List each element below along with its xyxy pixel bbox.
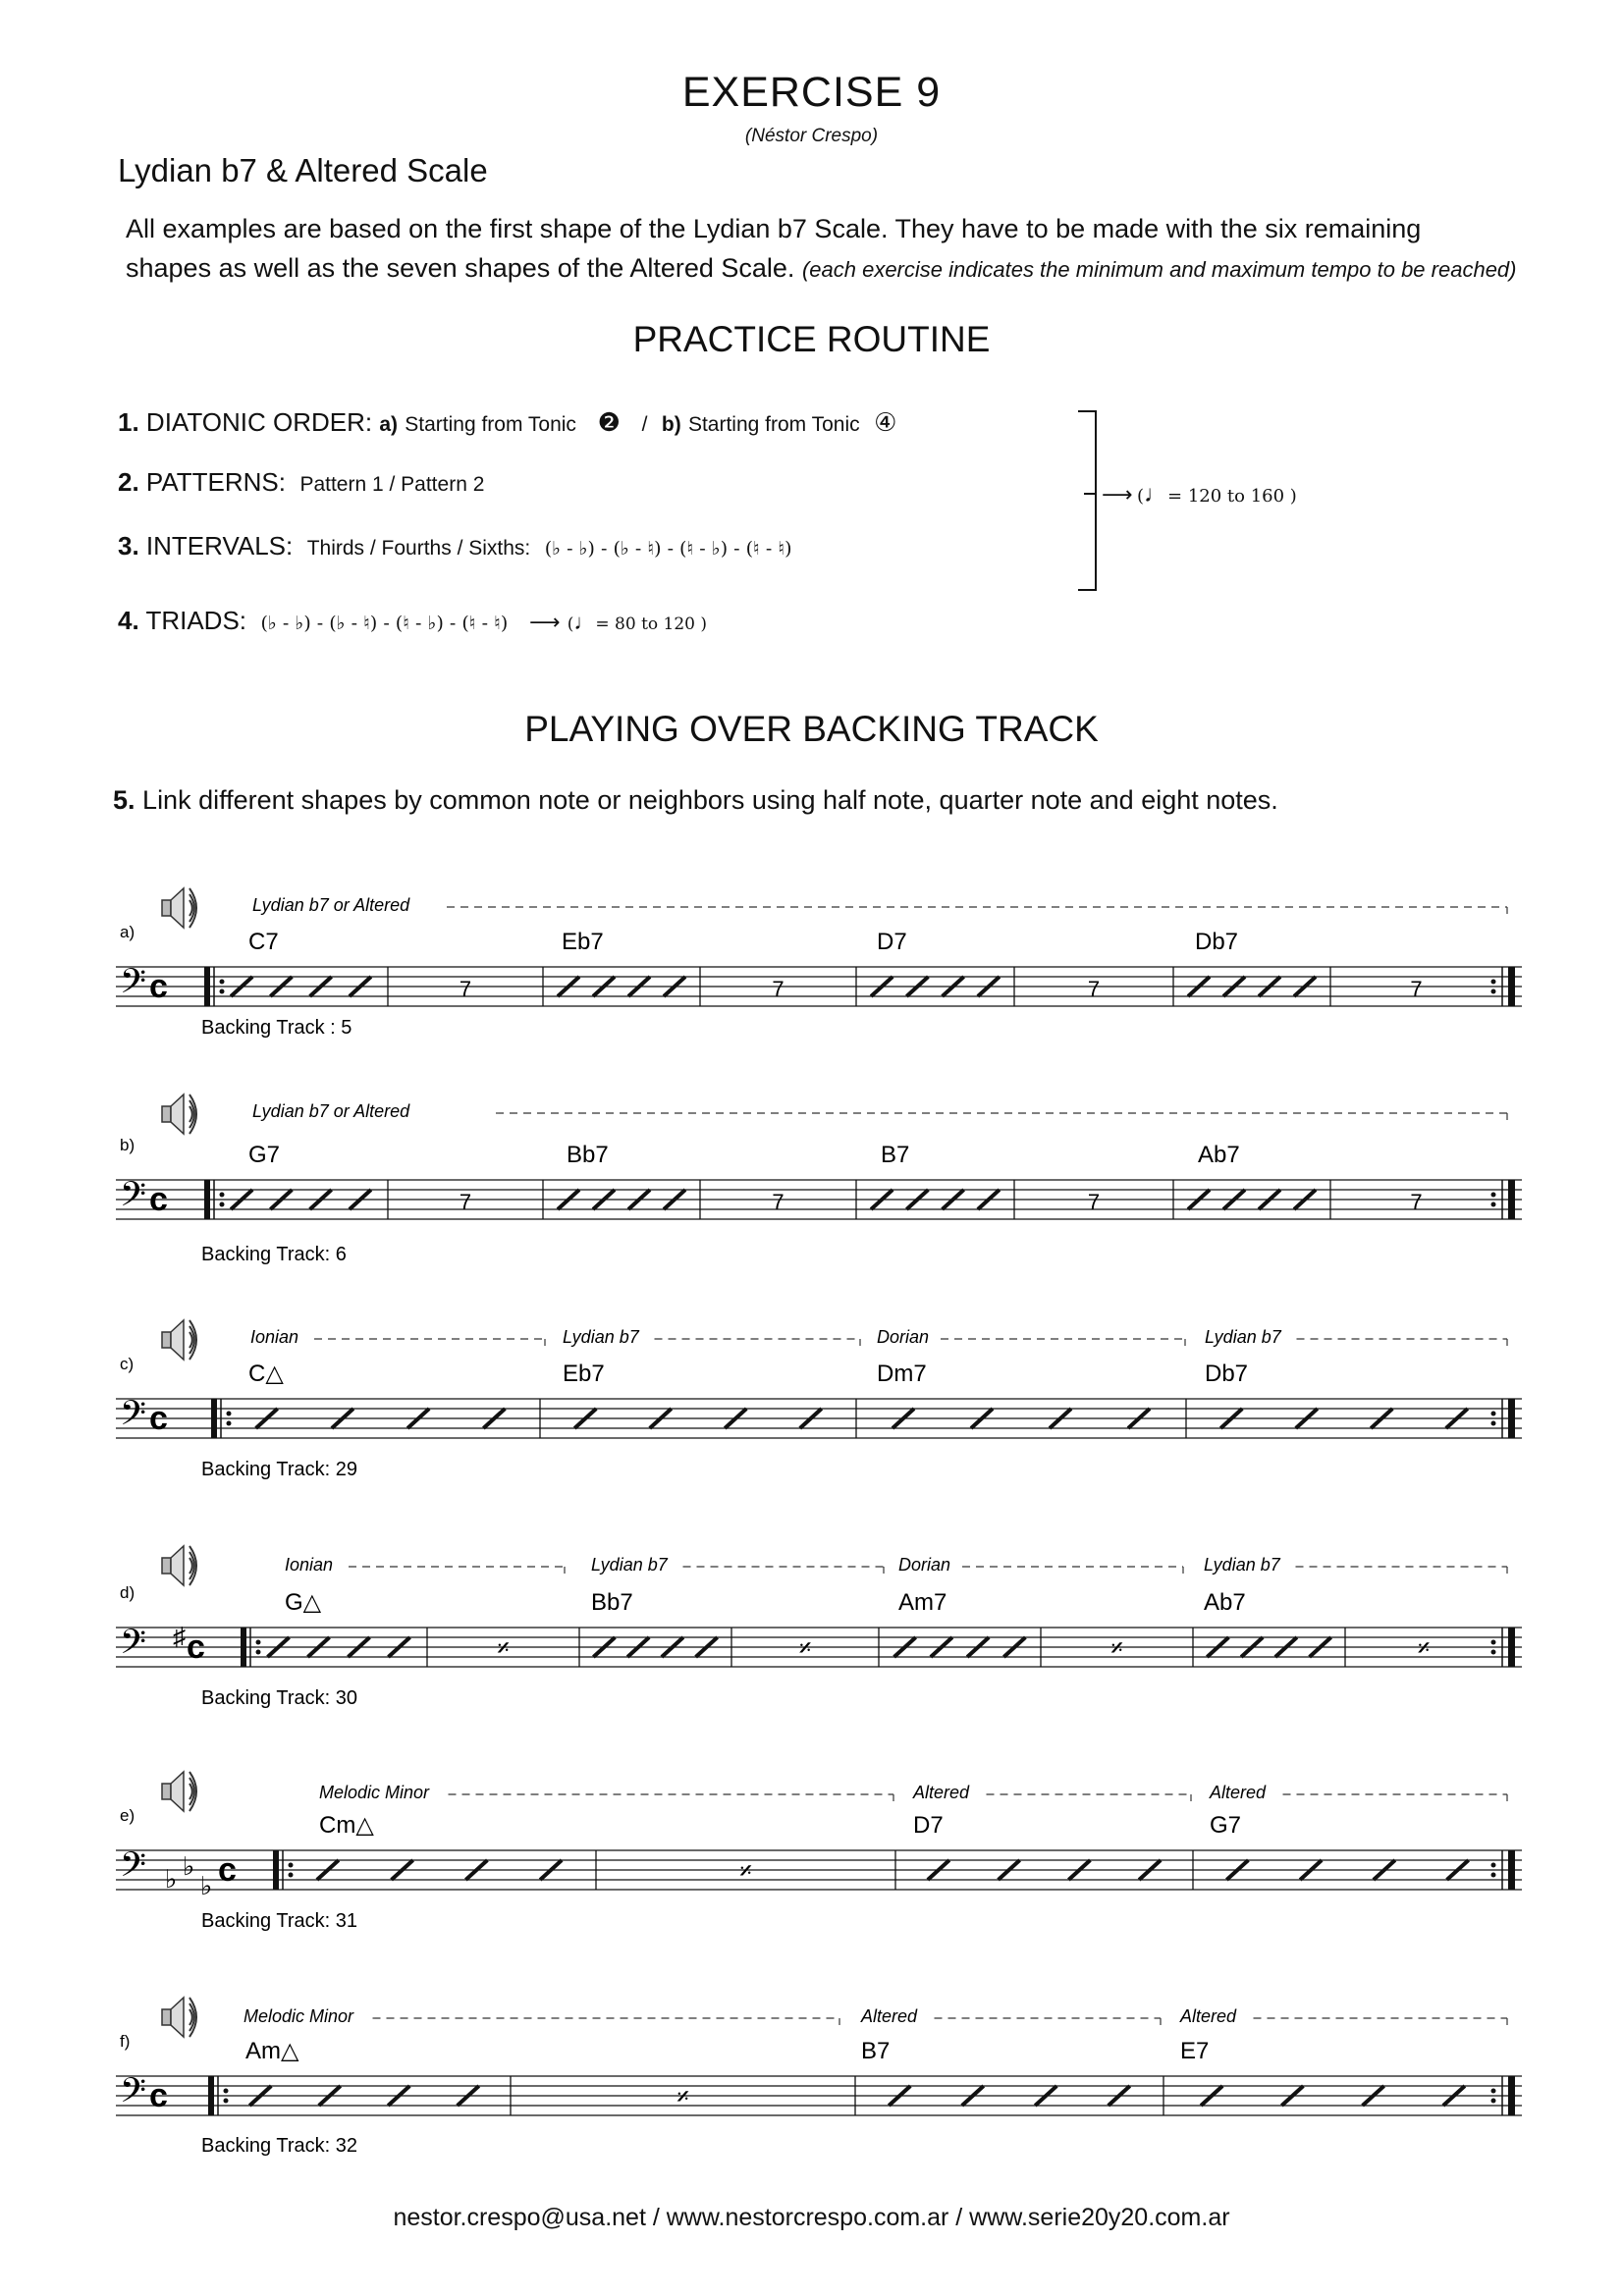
row-label: e) [120, 1806, 135, 1825]
separator: / [641, 413, 648, 436]
staff-row-c [116, 1320, 1522, 1480]
measure-repeat-icon: 7 [459, 1190, 472, 1214]
measure-repeat-icon: 7 [772, 977, 784, 1001]
chord-symbol: G7 [1210, 1812, 1242, 1839]
item-number: 2. [118, 467, 139, 497]
flat-icon: ♭ [165, 1864, 178, 1894]
row-label: a) [120, 923, 135, 941]
chord-symbol: D7 [877, 929, 907, 955]
repeat-end-thick [1508, 1628, 1515, 1667]
sharp-icon: ♯ [173, 1622, 186, 1651]
repeat-dot [227, 1412, 232, 1416]
scale-label: Ionian [250, 1327, 299, 1347]
repeat-dot [1491, 1421, 1496, 1426]
chord-symbol: C7 [248, 929, 279, 955]
bass-clef-icon: 𝄢 [120, 1394, 147, 1440]
repeat-dot [220, 1193, 225, 1198]
bass-clef-icon: 𝄢 [120, 1175, 147, 1221]
item-label: INTERVALS: [145, 531, 294, 561]
staff-row-a [116, 888, 1522, 1039]
chord-symbol: Cm△ [319, 1812, 374, 1839]
speaker-icon [162, 888, 196, 928]
tempo-open: ( [1137, 486, 1145, 507]
backing-track-label: Backing Track: 6 [201, 1244, 347, 1265]
page-title: EXERCISE 9 [681, 69, 942, 116]
tempo-120-160: = 120 to 160 ) [1167, 486, 1297, 507]
chord-symbol: Eb7 [563, 1361, 605, 1387]
repeat-dot [1491, 2089, 1496, 2094]
scale-label: Lydian b7 [563, 1327, 639, 1347]
bass-clef-icon: 𝄢 [120, 962, 147, 1008]
repeat-dot [1491, 1650, 1496, 1655]
author: (Néstor Crespo) [744, 126, 879, 146]
bass-clef-icon: 𝄢 [120, 1845, 147, 1892]
common-time-icon: c [149, 1181, 168, 1218]
scale-label: Altered [1180, 2006, 1237, 2026]
item-number: 4. [118, 606, 139, 635]
scale-label: Lydian b7 [591, 1555, 668, 1575]
repeat-start-thick [208, 2076, 214, 2115]
flat-icon: ♭ [200, 1871, 213, 1900]
measure-repeat-icon: 𝄎 [739, 1856, 752, 1886]
scale-label: Altered [913, 1783, 970, 1802]
common-time-icon: c [149, 968, 168, 1005]
repeat-dot [1491, 2099, 1496, 2104]
repeat-end-thick [1508, 2076, 1515, 2115]
staff-row-d [116, 1546, 1522, 1709]
option-b-key: b) [661, 413, 681, 436]
measure-repeat-icon: 7 [1087, 977, 1101, 1001]
repeat-dot [1491, 1863, 1496, 1868]
tempo-80-120: = 80 to 120 ) [595, 614, 708, 634]
chord-symbol: C△ [248, 1361, 284, 1387]
repeat-dot [1491, 980, 1496, 985]
repeat-dot [227, 1421, 232, 1426]
row-label: f) [120, 2032, 131, 2051]
row-label: c) [120, 1355, 135, 1373]
measure-repeat-icon: 7 [1087, 1190, 1101, 1214]
scale-label: Altered [861, 2006, 918, 2026]
flat-icon: ♭ [183, 1851, 195, 1881]
intro-line-1: All examples are based on the first shape of the Lydian b7 Scale. They have to be made with the six remaining [126, 214, 1422, 243]
repeat-dot [220, 989, 225, 994]
backing-track-label: Backing Track: 29 [201, 1459, 357, 1480]
backing-track-label: Backing Track: 30 [201, 1687, 357, 1709]
chord-symbol: Db7 [1205, 1361, 1249, 1387]
measure-repeat-icon: 7 [1410, 977, 1423, 1001]
item-number: 1. [118, 407, 139, 437]
measure-repeat-icon: 7 [459, 977, 472, 1001]
option-b-text: Starting from Tonic [687, 413, 860, 436]
speaker-icon [162, 1546, 196, 1585]
accidental-groups: (♭ - ♭) - (♭ - ♮) - (♮ - ♭) - (♮ - ♮) [260, 613, 509, 634]
chord-symbol: Dm7 [877, 1361, 927, 1387]
intro-line-2-text: shapes as well as the seven shapes of the Altered Scale. [126, 253, 795, 283]
backing-track-label: Backing Track : 5 [201, 1017, 352, 1039]
chord-symbol: Am△ [245, 2038, 299, 2064]
repeat-dot [224, 2099, 229, 2104]
chord-symbol: D7 [913, 1812, 944, 1839]
tonic-2-icon: ❷ [597, 407, 621, 437]
option-a-key: a) [379, 413, 399, 436]
item-5-text: Link different shapes by common note or neighbors using half note, quarter note and eight notes. [142, 785, 1278, 815]
common-time-icon: c [187, 1629, 205, 1666]
common-time-icon: c [149, 2077, 168, 2114]
measure-repeat-icon: 7 [772, 1190, 784, 1214]
option-a-text: Starting from Tonic [405, 413, 576, 436]
repeat-start-thick [211, 1399, 217, 1438]
scale-label: Dorian [898, 1555, 951, 1575]
repeat-dot [1491, 1873, 1496, 1878]
chord-symbol: Db7 [1195, 929, 1239, 955]
chord-symbol: Ab7 [1204, 1589, 1246, 1616]
speaker-icon [162, 1772, 196, 1811]
measure-repeat-icon: 7 [1410, 1190, 1423, 1214]
repeat-start-thick [273, 1850, 279, 1890]
repeat-dot [220, 980, 225, 985]
repeat-dot [1491, 1412, 1496, 1416]
quarter-note-icon: ♩ [573, 610, 596, 634]
item-label: PATTERNS: [145, 467, 286, 497]
subtitle: Lydian b7 & Altered Scale [118, 152, 488, 188]
scale-label: Melodic Minor [243, 2006, 354, 2026]
bass-clef-icon: 𝄢 [120, 1623, 147, 1669]
tempo-open: ( [567, 614, 574, 634]
scale-label: Lydian b7 or Altered [252, 895, 410, 915]
repeat-end-thick [1508, 1399, 1515, 1438]
measure-repeat-icon: 𝄎 [1110, 1633, 1123, 1663]
backing-track-label: Backing Track: 31 [201, 1910, 357, 1932]
repeat-dot [220, 1202, 225, 1207]
measure-repeat-icon: 𝄎 [1417, 1633, 1431, 1663]
item-number: 5. [113, 785, 135, 815]
repeat-start-thick [204, 967, 210, 1006]
staff-row-f [116, 1998, 1522, 2157]
chord-symbol: G7 [248, 1142, 281, 1168]
repeat-dot [1491, 1193, 1496, 1198]
repeat-dot [289, 1863, 294, 1868]
item-number: 3. [118, 531, 139, 561]
scale-label: Altered [1210, 1783, 1267, 1802]
tonic-4-icon: ④ [874, 407, 897, 437]
speaker-icon [162, 1320, 196, 1360]
chord-symbol: G△ [285, 1589, 322, 1616]
chord-symbol: Bb7 [567, 1142, 609, 1168]
repeat-dot [256, 1650, 261, 1655]
speaker-icon [162, 1998, 196, 2037]
chord-symbol: B7 [881, 1142, 910, 1168]
repeat-start-thick [241, 1628, 246, 1667]
row-label: d) [120, 1583, 135, 1602]
intro-note: (each exercise indicates the minimum and maximum tempo to be reached) [801, 257, 1517, 282]
measure-repeat-icon: 𝄎 [497, 1633, 510, 1663]
staff-row-e [116, 1772, 1522, 1932]
scale-label: Lydian b7 or Altered [252, 1101, 410, 1121]
repeat-dot [256, 1640, 261, 1645]
staff-row-b [116, 1095, 1522, 1265]
chord-symbol: Bb7 [591, 1589, 633, 1616]
chord-symbol: Am7 [898, 1589, 947, 1616]
repeat-start-thick [204, 1180, 210, 1219]
repeat-end-thick [1508, 1850, 1515, 1890]
accidental-groups: (♭ - ♭) - (♭ - ♮) - (♮ - ♭) - (♮ - ♮) [544, 538, 792, 560]
common-time-icon: c [218, 1851, 237, 1889]
arrow-right-icon: ⟶ [528, 610, 561, 634]
item-detail: Thirds / Fourths / Sixths: [306, 537, 531, 560]
scale-label: Ionian [285, 1555, 334, 1575]
scale-label: Dorian [877, 1327, 930, 1347]
repeat-end-thick [1508, 1180, 1515, 1219]
quarter-note-icon: ♩ [1144, 481, 1168, 507]
repeat-dot [1491, 1640, 1496, 1645]
repeat-dot [1491, 989, 1496, 994]
repeat-dot [224, 2089, 229, 2094]
common-time-icon: c [149, 1400, 168, 1437]
footer-contact: nestor.crespo@usa.net / www.nestorcrespo.com.ar / www.serie20y20.com.ar [393, 2204, 1230, 2231]
measure-repeat-icon: 𝄎 [798, 1633, 812, 1663]
chord-symbol: B7 [861, 2038, 891, 2064]
backing-track-label: Backing Track: 32 [201, 2135, 357, 2157]
scale-label: Lydian b7 [1205, 1327, 1281, 1347]
item-label: TRIADS: [145, 606, 247, 635]
chord-symbol: E7 [1180, 2038, 1210, 2064]
chord-symbol: Eb7 [562, 929, 604, 955]
repeat-end-thick [1508, 967, 1515, 1006]
speaker-icon [162, 1095, 196, 1134]
scale-label: Lydian b7 [1204, 1555, 1280, 1575]
repeat-dot [289, 1873, 294, 1878]
scale-label: Melodic Minor [319, 1783, 430, 1802]
row-label: b) [120, 1136, 135, 1154]
chord-symbol: Ab7 [1198, 1142, 1240, 1168]
arrow-right-icon: ⟶ [1102, 482, 1133, 507]
item-detail: Pattern 1 / Pattern 2 [299, 473, 485, 496]
repeat-dot [1491, 1202, 1496, 1207]
bass-clef-icon: 𝄢 [120, 2071, 147, 2117]
item-label: DIATONIC ORDER: [145, 407, 373, 437]
backing-heading: PLAYING OVER BACKING TRACK [524, 709, 1099, 749]
measure-repeat-icon: 𝄎 [676, 2082, 689, 2111]
practice-heading: PRACTICE ROUTINE [632, 319, 991, 359]
